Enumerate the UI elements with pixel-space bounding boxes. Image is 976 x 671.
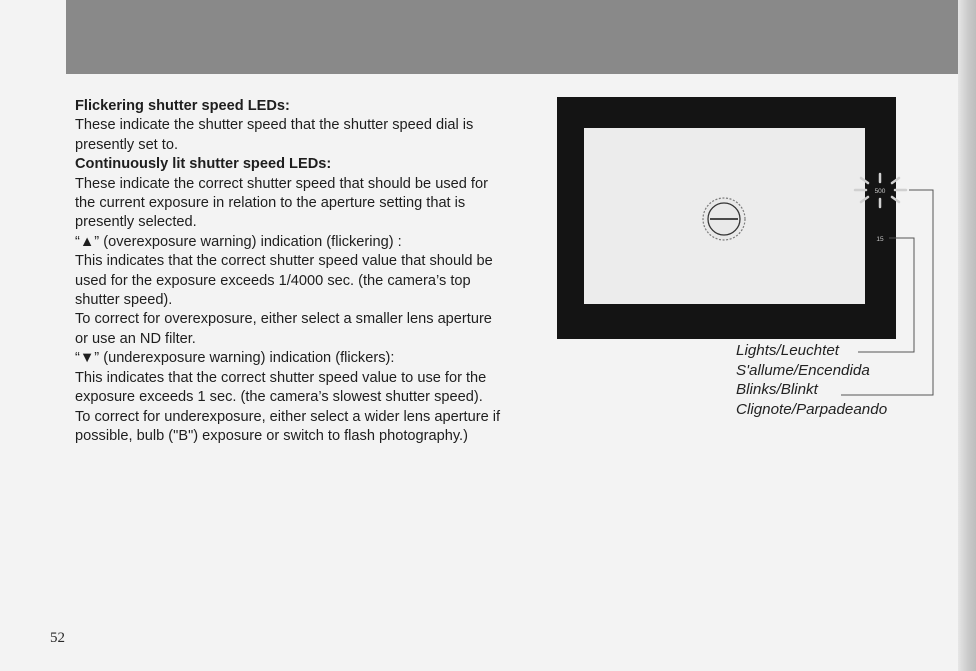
label-clignote: Clignote/Parpadeando (736, 400, 888, 418)
heading-flickering-leds: Flickering shutter speed LEDs: (75, 98, 290, 114)
page-number: 52 (50, 630, 65, 646)
label-blinks: Blinks/Blinkt (736, 381, 818, 399)
label-lights: Lights/Leuchtet (736, 342, 840, 359)
page-edge-shadow (958, 0, 976, 671)
underexposure-desc: This indicates that the correct shutter speed value to use for the exposure exceeds 1 sec. (the camera’s slowest shutter speed). (75, 369, 487, 406)
heading-continuous-leds: Continuously lit shutter speed LEDs: (75, 156, 332, 173)
header-band (66, 0, 976, 74)
underexposure-fix: To correct for underexposure, either select a wider lens aperture if possible, bulb ("B") exposure or switch to flash photography.) (75, 408, 501, 444)
underexposure-heading: “▼” (underexposure warning) indication (flickers): (75, 350, 395, 367)
overexposure-heading: “▲” (overexposure warning) indication (flickering) : (75, 233, 402, 250)
led-bottom-value: 15 (876, 236, 884, 243)
desc-continuous-leds: These indicate the correct shutter speed that should be used for the current exposure in relation to the aperture setting that is presently selected. (75, 175, 488, 231)
led-top-value: 500 (874, 188, 886, 195)
overexposure-fix: To correct for overexposure, either select a smaller lens aperture or use an ND filter. (75, 311, 492, 347)
diagram-labels (736, 341, 887, 419)
metering-circle-icon (703, 198, 745, 240)
desc-flickering-leds: These indicate the shutter speed that the shutter speed dial is presently set to. (75, 117, 474, 153)
overexposure-desc: This indicates that the correct shutter speed value that should be used for the exposure exceeds 1/4000 sec. (the camera’s top shutter speed). (75, 253, 493, 309)
instruction-text (75, 97, 505, 446)
label-encendida: S'allume/Encendida (736, 361, 870, 379)
